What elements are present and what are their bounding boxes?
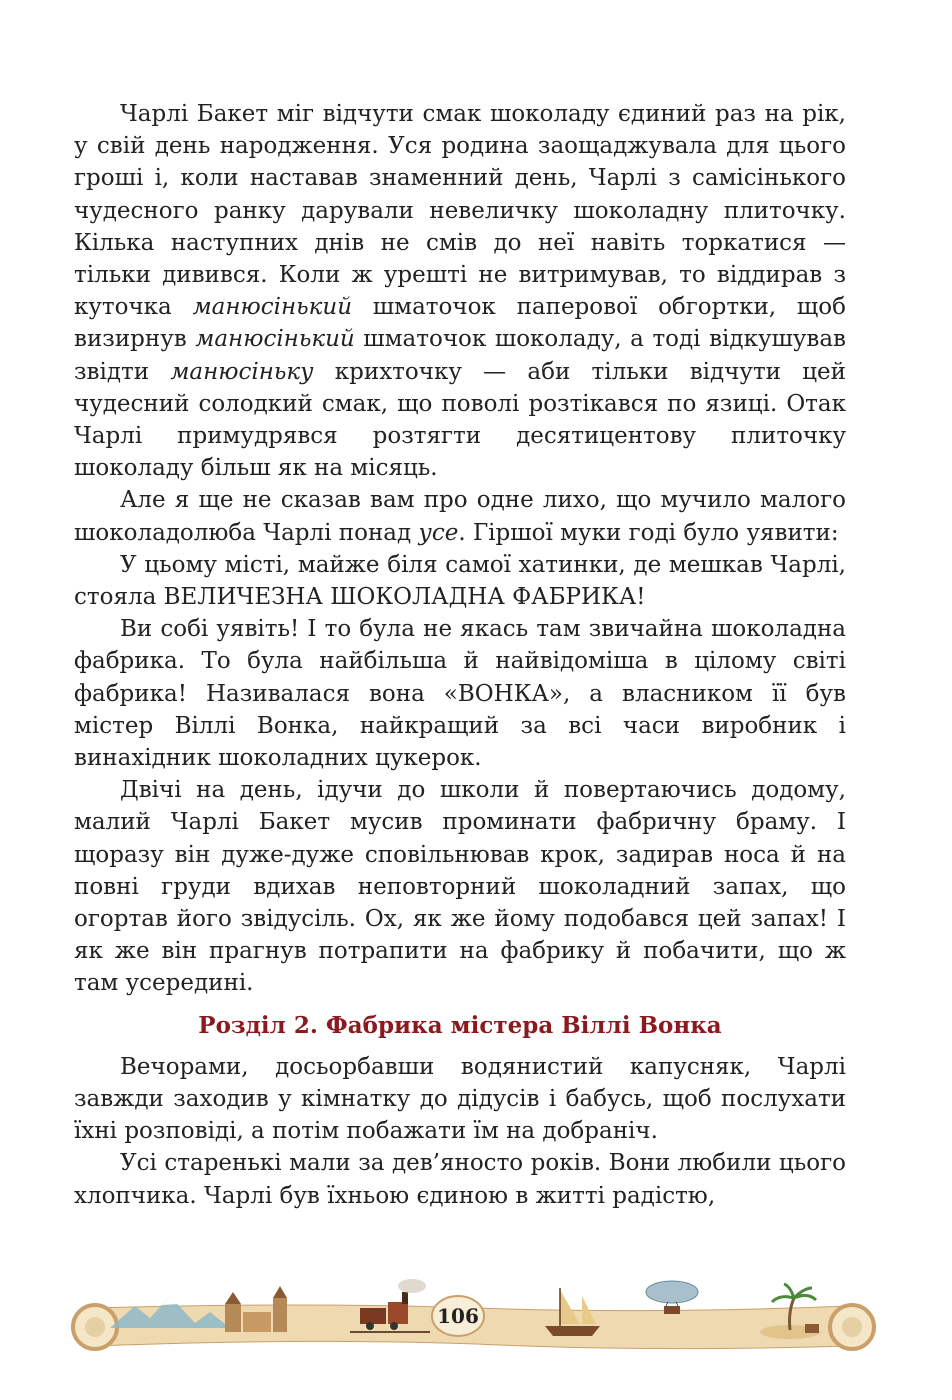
text-run: Вечорами, досьорбавши водянистий капусняк, Чарлі завжди заходив у кімнатку до дідусів і бабусь, щоб послухати їхні розповіді, а потім побажати їм на добраніч. [74,1053,846,1145]
text-run: У цьому місті, майже біля самої хатинки, де мешкав Чарлі, стояла ВЕЛИЧЕЗНА ШОКОЛАДНА ФАБРИКА! [74,551,846,611]
text-run: Чарлі Бакет міг відчути смак шоколаду єдиний раз на рік, у свій день народження. Уся родина заощаджувала для цього гроші і, коли наставав знаменний день, Чарлі з самісінького чудесного ранку дарували невеличку шоколадну плиточку. Кілька наступних днів не смів до неї навіть торкатися — тільки дивився. Коли ж урешті не витримував, то віддирав з куточка [74,101,846,321]
chapter-heading: Розділ 2. Фабрика містера Віллі Вонка [198,1011,722,1039]
text-run: Усі старенькі мали за дев’яносто років. Вони любили цього хлопчика. Чарлі був їхньою єдиною в житті радістю, [74,1150,846,1209]
paragraph [74,484,846,548]
italic-text: манюсінький [192,294,353,321]
paragraph [74,613,846,774]
text-run: шматочок шоколаду, а тоді відкушував звідти [74,326,847,385]
paragraph [74,549,846,613]
text-run: Але я ще не сказав вам про одне лихо, що мучило малого шоколадолюба Чарлі понад [74,487,846,546]
paragraphs-after-heading [74,1051,846,1212]
paragraph [74,1051,846,1148]
text-run: крихточку — аби тільки відчути цей чудесний солодкий смак, що поволі розтікався по язиці. Отак Чарлі примудрявся розтягти десятицентову плиточку шоколаду більш як на місяць. [74,358,846,482]
paragraph [74,774,846,999]
italic-text: усе [418,519,459,546]
italic-text: манюсінький [195,326,355,353]
paragraphs-before-heading [74,98,846,1000]
text-run: шматочок паперової обгортки, щоб визирнув [74,294,846,353]
page-text [74,98,846,1212]
italic-text: манюсіньку [170,358,314,385]
paragraph [74,98,846,484]
paragraph [74,1147,846,1211]
text-run: Двічі на день, ідучи до школи й повертаючись додому, малий Чарлі Бакет мусив проминати фабричну браму. І щоразу він дуже-дуже сповільнював крок, задирав носа й на повні груди вдихав неповторний шоколадний запах, що огортав його звідусіль. Ох, як же йому подобався цей запах! І як же він прагнув потрапити на фабрику й побачити, що ж там усередині. [74,777,846,997]
text-run: . Гіршої муки годі було уявити: [458,519,839,546]
text-run: Ви собі уявіть! І то була не якась там звичайна шоколадна фабрика. То була найбільша й найвідоміша в цілому світі фабрика! Називалася вона «ВОНКА», а власником її був містер Віллі Вонка, найкращий за всі часи виробник і винахідник шоколадних цукерок. [74,616,846,772]
page-number: 106 [437,1304,479,1328]
